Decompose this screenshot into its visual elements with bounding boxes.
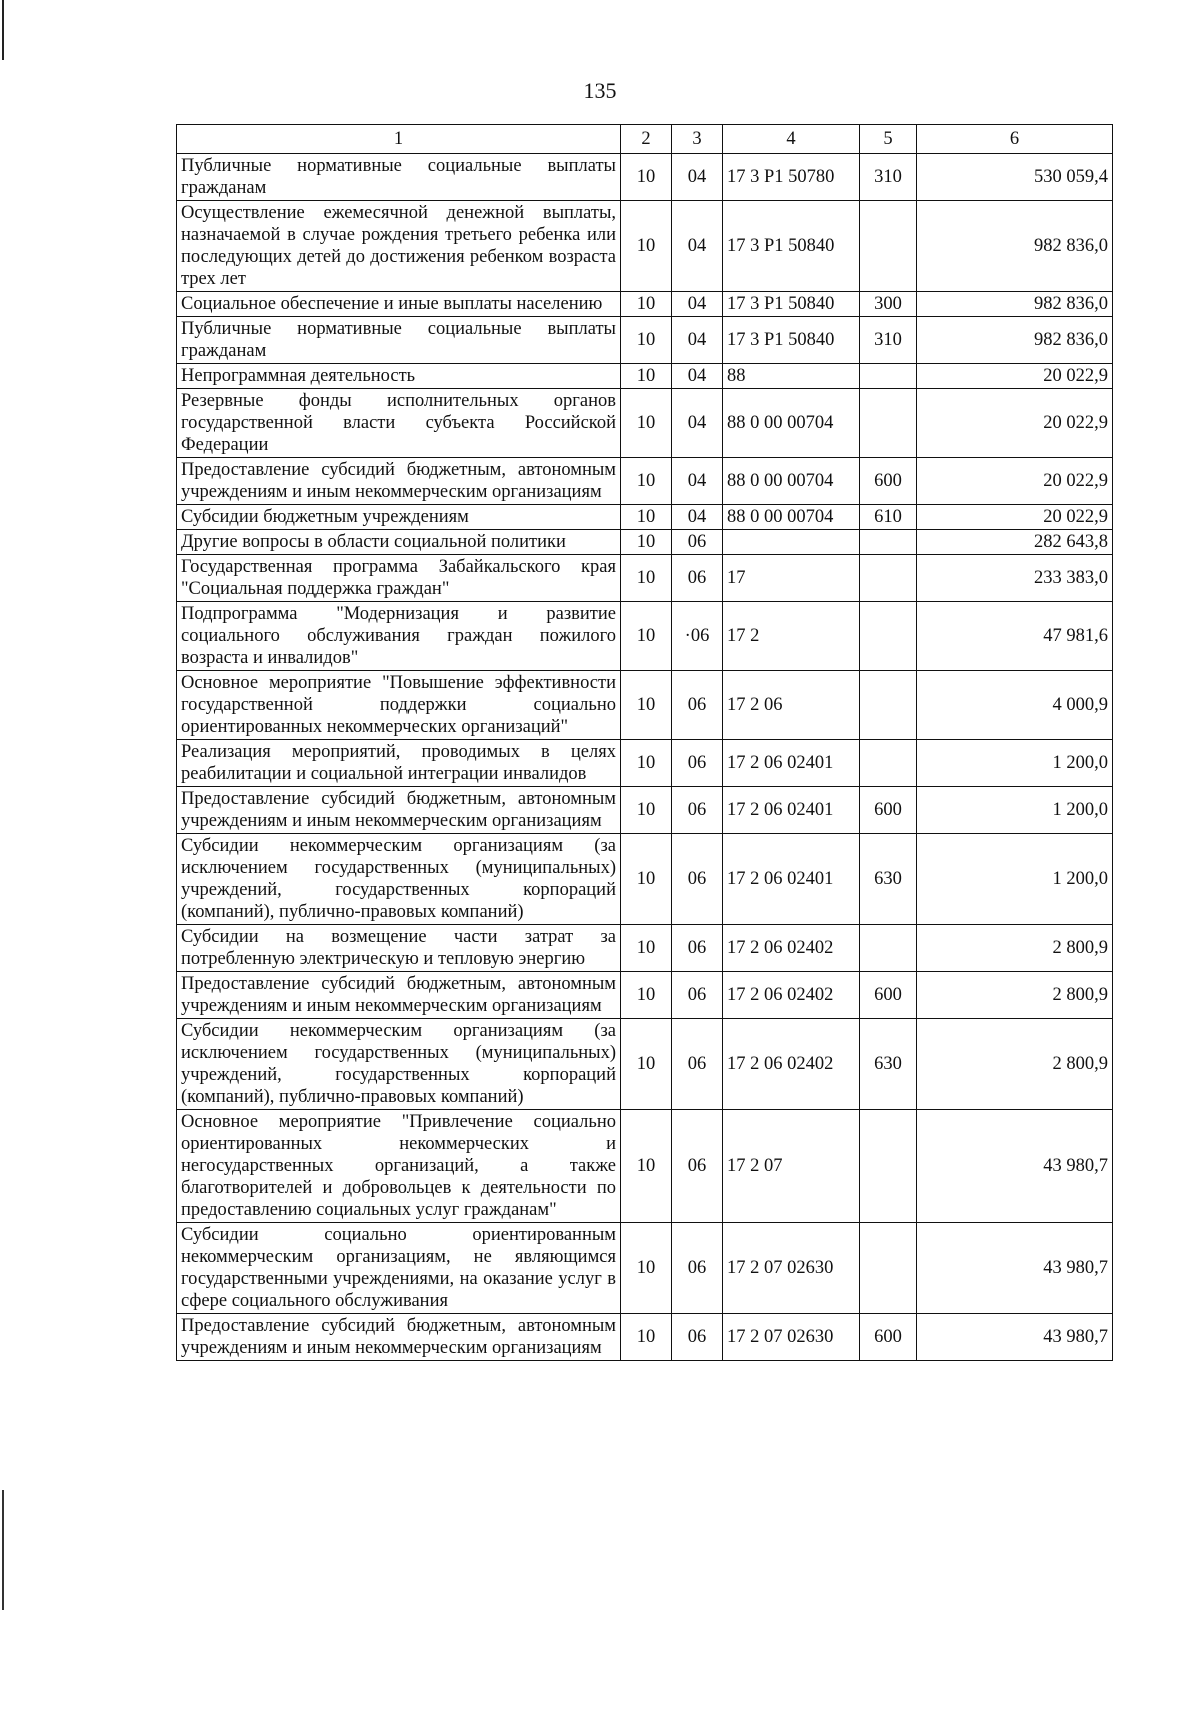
page-number: 135 xyxy=(583,78,617,103)
row-expense-type-cell: 300 xyxy=(860,292,917,317)
row-name-cell: Предоставление субсидий бюджетным, автономным учреждениям и иным некоммерческим организациям xyxy=(177,458,621,505)
row-target-code-cell: 88 0 00 00704 xyxy=(723,389,860,458)
row-amount-cell: 1 200,0 xyxy=(917,787,1113,834)
row-subsection-cell: 06 xyxy=(672,1223,723,1314)
row-target-code-cell: 17 2 06 02401 xyxy=(723,740,860,787)
row-expense-type-cell xyxy=(860,555,917,602)
row-name-cell: Субсидии на возмещение части затрат за потребленную электрическую и тепловую энергию xyxy=(177,925,621,972)
row-expense-type-cell xyxy=(860,602,917,671)
table-row xyxy=(177,505,1113,530)
row-name-cell: Публичные нормативные социальные выплаты гражданам xyxy=(177,154,621,201)
row-name-cell: Предоставление субсидий бюджетным, автономным учреждениям и иным некоммерческим организациям xyxy=(177,972,621,1019)
row-target-code-cell: 17 2 06 02402 xyxy=(723,972,860,1019)
row-target-code-cell xyxy=(723,530,860,555)
row-section-cell: 10 xyxy=(621,671,672,740)
row-amount-cell: 282 643,8 xyxy=(917,530,1113,555)
row-name-cell: Субсидии социально ориентированным некоммерческим организациям, не являющимся государственными учреждениями, на оказание услуг в сфере социального обслуживания xyxy=(177,1223,621,1314)
table-row xyxy=(177,292,1113,317)
row-subsection-cell: 06 xyxy=(672,1110,723,1223)
row-section-cell: 10 xyxy=(621,389,672,458)
row-expense-type-cell xyxy=(860,1110,917,1223)
row-section-cell: 10 xyxy=(621,925,672,972)
row-name-cell: Предоставление субсидий бюджетным, автономным учреждениям и иным некоммерческим организациям xyxy=(177,787,621,834)
row-expense-type-cell xyxy=(860,530,917,555)
row-target-code-cell: 17 2 xyxy=(723,602,860,671)
row-expense-type-cell: 600 xyxy=(860,1314,917,1361)
row-amount-cell: 2 800,9 xyxy=(917,972,1113,1019)
table-row xyxy=(177,530,1113,555)
row-target-code-cell: 17 2 06 02401 xyxy=(723,834,860,925)
row-expense-type-cell xyxy=(860,671,917,740)
row-subsection-cell: 06 xyxy=(672,925,723,972)
row-section-cell: 10 xyxy=(621,505,672,530)
row-target-code-cell: 17 2 06 02402 xyxy=(723,925,860,972)
row-name-cell: Непрограммная деятельность xyxy=(177,364,621,389)
row-subsection-cell: 04 xyxy=(672,201,723,292)
row-subsection-cell: 04 xyxy=(672,364,723,389)
table-row xyxy=(177,834,1113,925)
table-row xyxy=(177,602,1113,671)
row-amount-cell: 1 200,0 xyxy=(917,740,1113,787)
row-target-code-cell: 17 3 P1 50840 xyxy=(723,317,860,364)
table-row xyxy=(177,364,1113,389)
row-amount-cell: 20 022,9 xyxy=(917,364,1113,389)
row-subsection-cell: 06 xyxy=(672,834,723,925)
row-subsection-cell: 06 xyxy=(672,1314,723,1361)
row-amount-cell: 43 980,7 xyxy=(917,1110,1113,1223)
row-name-cell: Субсидии некоммерческим организациям (за исключением государственных (муниципальных) учреждений, государственных корпораций (компаний), публично-правовых компаний) xyxy=(177,1019,621,1110)
row-target-code-cell: 17 2 07 xyxy=(723,1110,860,1223)
table-row xyxy=(177,201,1113,292)
column-header: 5 xyxy=(860,125,917,154)
row-name-cell: Государственная программа Забайкальского края "Социальная поддержка граждан" xyxy=(177,555,621,602)
row-name-cell: Основное мероприятие "Привлечение социально ориентированных некоммерческих и негосударственных организаций, а также благотворителей и добровольцев к деятельности по предоставлению социальных услуг гражданам" xyxy=(177,1110,621,1223)
row-section-cell: 10 xyxy=(621,972,672,1019)
row-expense-type-cell xyxy=(860,1223,917,1314)
row-section-cell: 10 xyxy=(621,1314,672,1361)
row-subsection-cell: 06 xyxy=(672,787,723,834)
row-section-cell: 10 xyxy=(621,364,672,389)
row-expense-type-cell: 630 xyxy=(860,834,917,925)
table-header-row xyxy=(177,125,1113,154)
row-expense-type-cell xyxy=(860,740,917,787)
row-expense-type-cell: 610 xyxy=(860,505,917,530)
row-amount-cell: 2 800,9 xyxy=(917,925,1113,972)
row-target-code-cell: 17 2 06 02402 xyxy=(723,1019,860,1110)
row-name-cell: Публичные нормативные социальные выплаты гражданам xyxy=(177,317,621,364)
table-row xyxy=(177,317,1113,364)
row-amount-cell: 20 022,9 xyxy=(917,389,1113,458)
row-target-code-cell: 17 3 P1 50840 xyxy=(723,201,860,292)
row-amount-cell: 233 383,0 xyxy=(917,555,1113,602)
row-target-code-cell: 17 2 07 02630 xyxy=(723,1223,860,1314)
row-expense-type-cell xyxy=(860,925,917,972)
row-expense-type-cell xyxy=(860,364,917,389)
row-section-cell: 10 xyxy=(621,602,672,671)
row-expense-type-cell xyxy=(860,389,917,458)
row-expense-type-cell: 600 xyxy=(860,972,917,1019)
row-name-cell: Подпрограмма "Модернизация и развитие социального обслуживания граждан пожилого возраста и инвалидов" xyxy=(177,602,621,671)
row-amount-cell: 982 836,0 xyxy=(917,292,1113,317)
row-name-cell: Социальное обеспечение и иные выплаты населению xyxy=(177,292,621,317)
column-header: 2 xyxy=(621,125,672,154)
row-section-cell: 10 xyxy=(621,1223,672,1314)
row-amount-cell: 1 200,0 xyxy=(917,834,1113,925)
table-row xyxy=(177,389,1113,458)
row-subsection-cell: 06 xyxy=(672,555,723,602)
row-amount-cell: 4 000,9 xyxy=(917,671,1113,740)
row-target-code-cell: 17 2 06 xyxy=(723,671,860,740)
row-name-cell: Другие вопросы в области социальной политики xyxy=(177,530,621,555)
row-name-cell: Основное мероприятие "Повышение эффективности государственной поддержки социально ориентированных некоммерческих организаций" xyxy=(177,671,621,740)
row-subsection-cell: 06 xyxy=(672,671,723,740)
row-expense-type-cell: 310 xyxy=(860,154,917,201)
row-name-cell: Резервные фонды исполнительных органов государственной власти субъекта Российской Федерации xyxy=(177,389,621,458)
row-section-cell: 10 xyxy=(621,201,672,292)
table-row xyxy=(177,458,1113,505)
row-subsection-cell: 04 xyxy=(672,317,723,364)
row-section-cell: 10 xyxy=(621,317,672,364)
budget-table xyxy=(176,124,1113,1361)
column-header: 6 xyxy=(917,125,1113,154)
row-subsection-cell: 06 xyxy=(672,740,723,787)
row-section-cell: 10 xyxy=(621,154,672,201)
column-header: 1 xyxy=(177,125,621,154)
row-target-code-cell: 17 3 P1 50840 xyxy=(723,292,860,317)
row-subsection-cell: 04 xyxy=(672,389,723,458)
row-subsection-cell: 04 xyxy=(672,292,723,317)
table-row xyxy=(177,154,1113,201)
table-row xyxy=(177,555,1113,602)
table-row xyxy=(177,1110,1113,1223)
row-subsection-cell: 06 xyxy=(672,530,723,555)
row-name-cell: Субсидии бюджетным учреждениям xyxy=(177,505,621,530)
table-row xyxy=(177,1314,1113,1361)
row-target-code-cell: 88 0 00 00704 xyxy=(723,505,860,530)
row-amount-cell: 47 981,6 xyxy=(917,602,1113,671)
scan-edge-mark xyxy=(2,1490,4,1610)
scan-edge-mark xyxy=(2,0,4,60)
row-amount-cell: 982 836,0 xyxy=(917,201,1113,292)
table-row xyxy=(177,671,1113,740)
row-expense-type-cell: 600 xyxy=(860,787,917,834)
row-section-cell: 10 xyxy=(621,787,672,834)
row-target-code-cell: 17 2 07 02630 xyxy=(723,1314,860,1361)
row-section-cell: 10 xyxy=(621,740,672,787)
table-row xyxy=(177,925,1113,972)
column-header: 4 xyxy=(723,125,860,154)
row-section-cell: 10 xyxy=(621,555,672,602)
row-subsection-cell: ·06 xyxy=(672,602,723,671)
row-target-code-cell: 88 0 00 00704 xyxy=(723,458,860,505)
row-amount-cell: 20 022,9 xyxy=(917,458,1113,505)
row-amount-cell: 43 980,7 xyxy=(917,1314,1113,1361)
row-target-code-cell: 17 3 P1 50780 xyxy=(723,154,860,201)
table-row xyxy=(177,787,1113,834)
row-amount-cell: 43 980,7 xyxy=(917,1223,1113,1314)
row-section-cell: 10 xyxy=(621,834,672,925)
row-amount-cell: 2 800,9 xyxy=(917,1019,1113,1110)
row-name-cell: Осуществление ежемесячной денежной выплаты, назначаемой в случае рождения третьего ребенка или последующих детей до достижения ребенком возраста трех лет xyxy=(177,201,621,292)
row-subsection-cell: 04 xyxy=(672,458,723,505)
row-amount-cell: 530 059,4 xyxy=(917,154,1113,201)
row-section-cell: 10 xyxy=(621,530,672,555)
row-expense-type-cell: 600 xyxy=(860,458,917,505)
row-subsection-cell: 06 xyxy=(672,972,723,1019)
row-expense-type-cell: 630 xyxy=(860,1019,917,1110)
row-expense-type-cell xyxy=(860,201,917,292)
row-target-code-cell: 88 xyxy=(723,364,860,389)
table-row xyxy=(177,1223,1113,1314)
row-name-cell: Субсидии некоммерческим организациям (за исключением государственных (муниципальных) учреждений, государственных корпораций (компаний), публично-правовых компаний) xyxy=(177,834,621,925)
table-row xyxy=(177,972,1113,1019)
table-row xyxy=(177,740,1113,787)
row-subsection-cell: 04 xyxy=(672,505,723,530)
row-name-cell: Реализация мероприятий, проводимых в целях реабилитации и социальной интеграции инвалидов xyxy=(177,740,621,787)
row-section-cell: 10 xyxy=(621,292,672,317)
row-section-cell: 10 xyxy=(621,1019,672,1110)
row-expense-type-cell: 310 xyxy=(860,317,917,364)
row-subsection-cell: 04 xyxy=(672,154,723,201)
row-subsection-cell: 06 xyxy=(672,1019,723,1110)
row-target-code-cell: 17 2 06 02401 xyxy=(723,787,860,834)
row-name-cell: Предоставление субсидий бюджетным, автономным учреждениям и иным некоммерческим организациям xyxy=(177,1314,621,1361)
row-section-cell: 10 xyxy=(621,458,672,505)
row-amount-cell: 20 022,9 xyxy=(917,505,1113,530)
table-row xyxy=(177,1019,1113,1110)
column-header: 3 xyxy=(672,125,723,154)
row-section-cell: 10 xyxy=(621,1110,672,1223)
row-amount-cell: 982 836,0 xyxy=(917,317,1113,364)
row-target-code-cell: 17 xyxy=(723,555,860,602)
